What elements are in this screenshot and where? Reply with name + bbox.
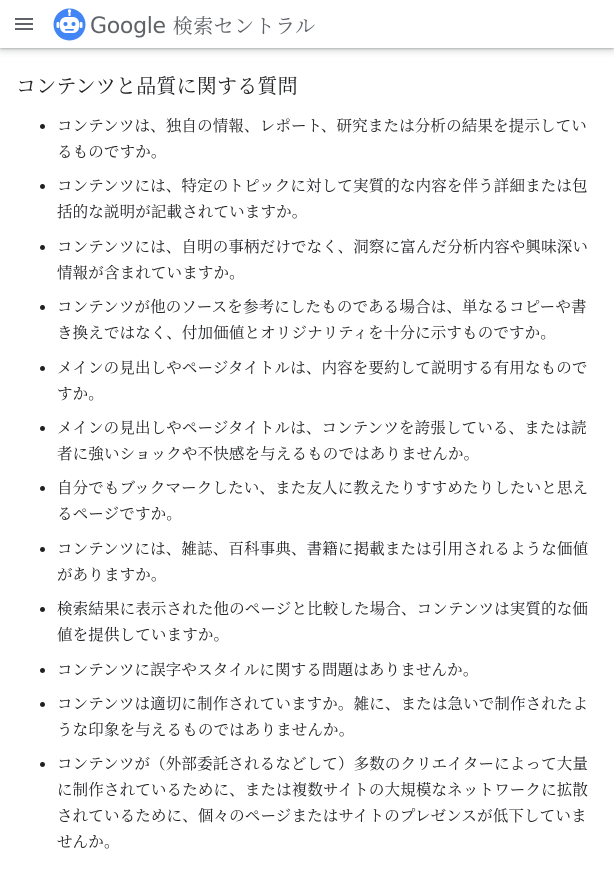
list-item (0, 536, 614, 588)
bullet-icon (40, 305, 45, 310)
menu-icon[interactable] (12, 12, 36, 36)
brand-product-name: 検索セントラル (172, 13, 316, 38)
question-list (0, 113, 614, 864)
list-item-text: 自分でもブックマークしたい、また友人に教えたりすすめたりしたいと思えるページですか。 (57, 479, 589, 524)
list-item-text: コンテンツには、特定のトピックに対して実質的な内容を伴う詳細または包括的な説明が記載されていますか。 (57, 177, 588, 222)
list-item-text: 検索結果に表示された他のページと比較した場合、コンテンツは実質的な価値を提供していますか。 (57, 600, 589, 645)
bullet-icon (40, 124, 45, 129)
list-item-text: コンテンツには、自明の事柄だけでなく、洞察に富んだ分析内容や興味深い情報が含まれていますか。 (57, 237, 589, 282)
list-item-text: コンテンツが他のソースを参考にしたものである場合は、単なるコピーや書き換えではなく、付加価値とオリジナリティを十分に示すものですか。 (57, 298, 587, 343)
list-item (0, 415, 614, 467)
bullet-icon (40, 702, 45, 707)
search-central-logo-icon[interactable] (53, 8, 86, 41)
list-item (0, 475, 614, 527)
list-item (0, 113, 614, 165)
list-item-text: コンテンツに誤字やスタイルに関する問題はありませんか。 (57, 660, 479, 679)
list-item-text: コンテンツには、雑誌、百科事典、書籍に掲載または引用されるような価値がありますか。 (57, 539, 589, 584)
list-item (0, 355, 614, 407)
list-item-text: メインの見出しやページタイトルは、コンテンツを誇張している、または読者に強いショックや不快感を与えるものではありませんか。 (57, 418, 587, 463)
top-app-bar (0, 0, 614, 48)
list-item-text: コンテンツは、独自の情報、レポート、研究または分析の結果を提示しているものですか。 (57, 117, 587, 161)
bullet-icon (40, 762, 45, 767)
bullet-icon (40, 668, 45, 673)
list-item (0, 657, 614, 683)
brand-google-wordmark: Google (90, 13, 166, 39)
list-item (0, 173, 614, 225)
list-item (0, 691, 614, 743)
site-brand[interactable] (90, 10, 316, 39)
bullet-icon (40, 245, 45, 250)
bullet-icon (40, 607, 45, 612)
list-item (0, 751, 614, 855)
list-item (0, 596, 614, 648)
bullet-icon (40, 366, 45, 371)
list-item (0, 234, 614, 286)
section-heading: コンテンツと品質に関する質問 (16, 74, 298, 98)
list-item (0, 294, 614, 346)
list-item-text: コンテンツが（外部委託されるなどして）多数のクリエイターによって大量に制作されているために、または複数サイトの大規模なネットワークに拡散されているために、個々のページまたはサイトのプレゼンスが低下していませんか。 (57, 755, 589, 852)
bullet-icon (40, 547, 45, 552)
bullet-icon (40, 184, 45, 189)
list-item-text: コンテンツは適切に制作されていますか。雑に、または急いで制作されたような印象を与えるものではありませんか。 (57, 694, 589, 739)
bullet-icon (40, 486, 45, 491)
bullet-icon (40, 426, 45, 431)
list-item-text: メインの見出しやページタイトルは、内容を要約して説明する有用なものですか。 (57, 358, 588, 403)
